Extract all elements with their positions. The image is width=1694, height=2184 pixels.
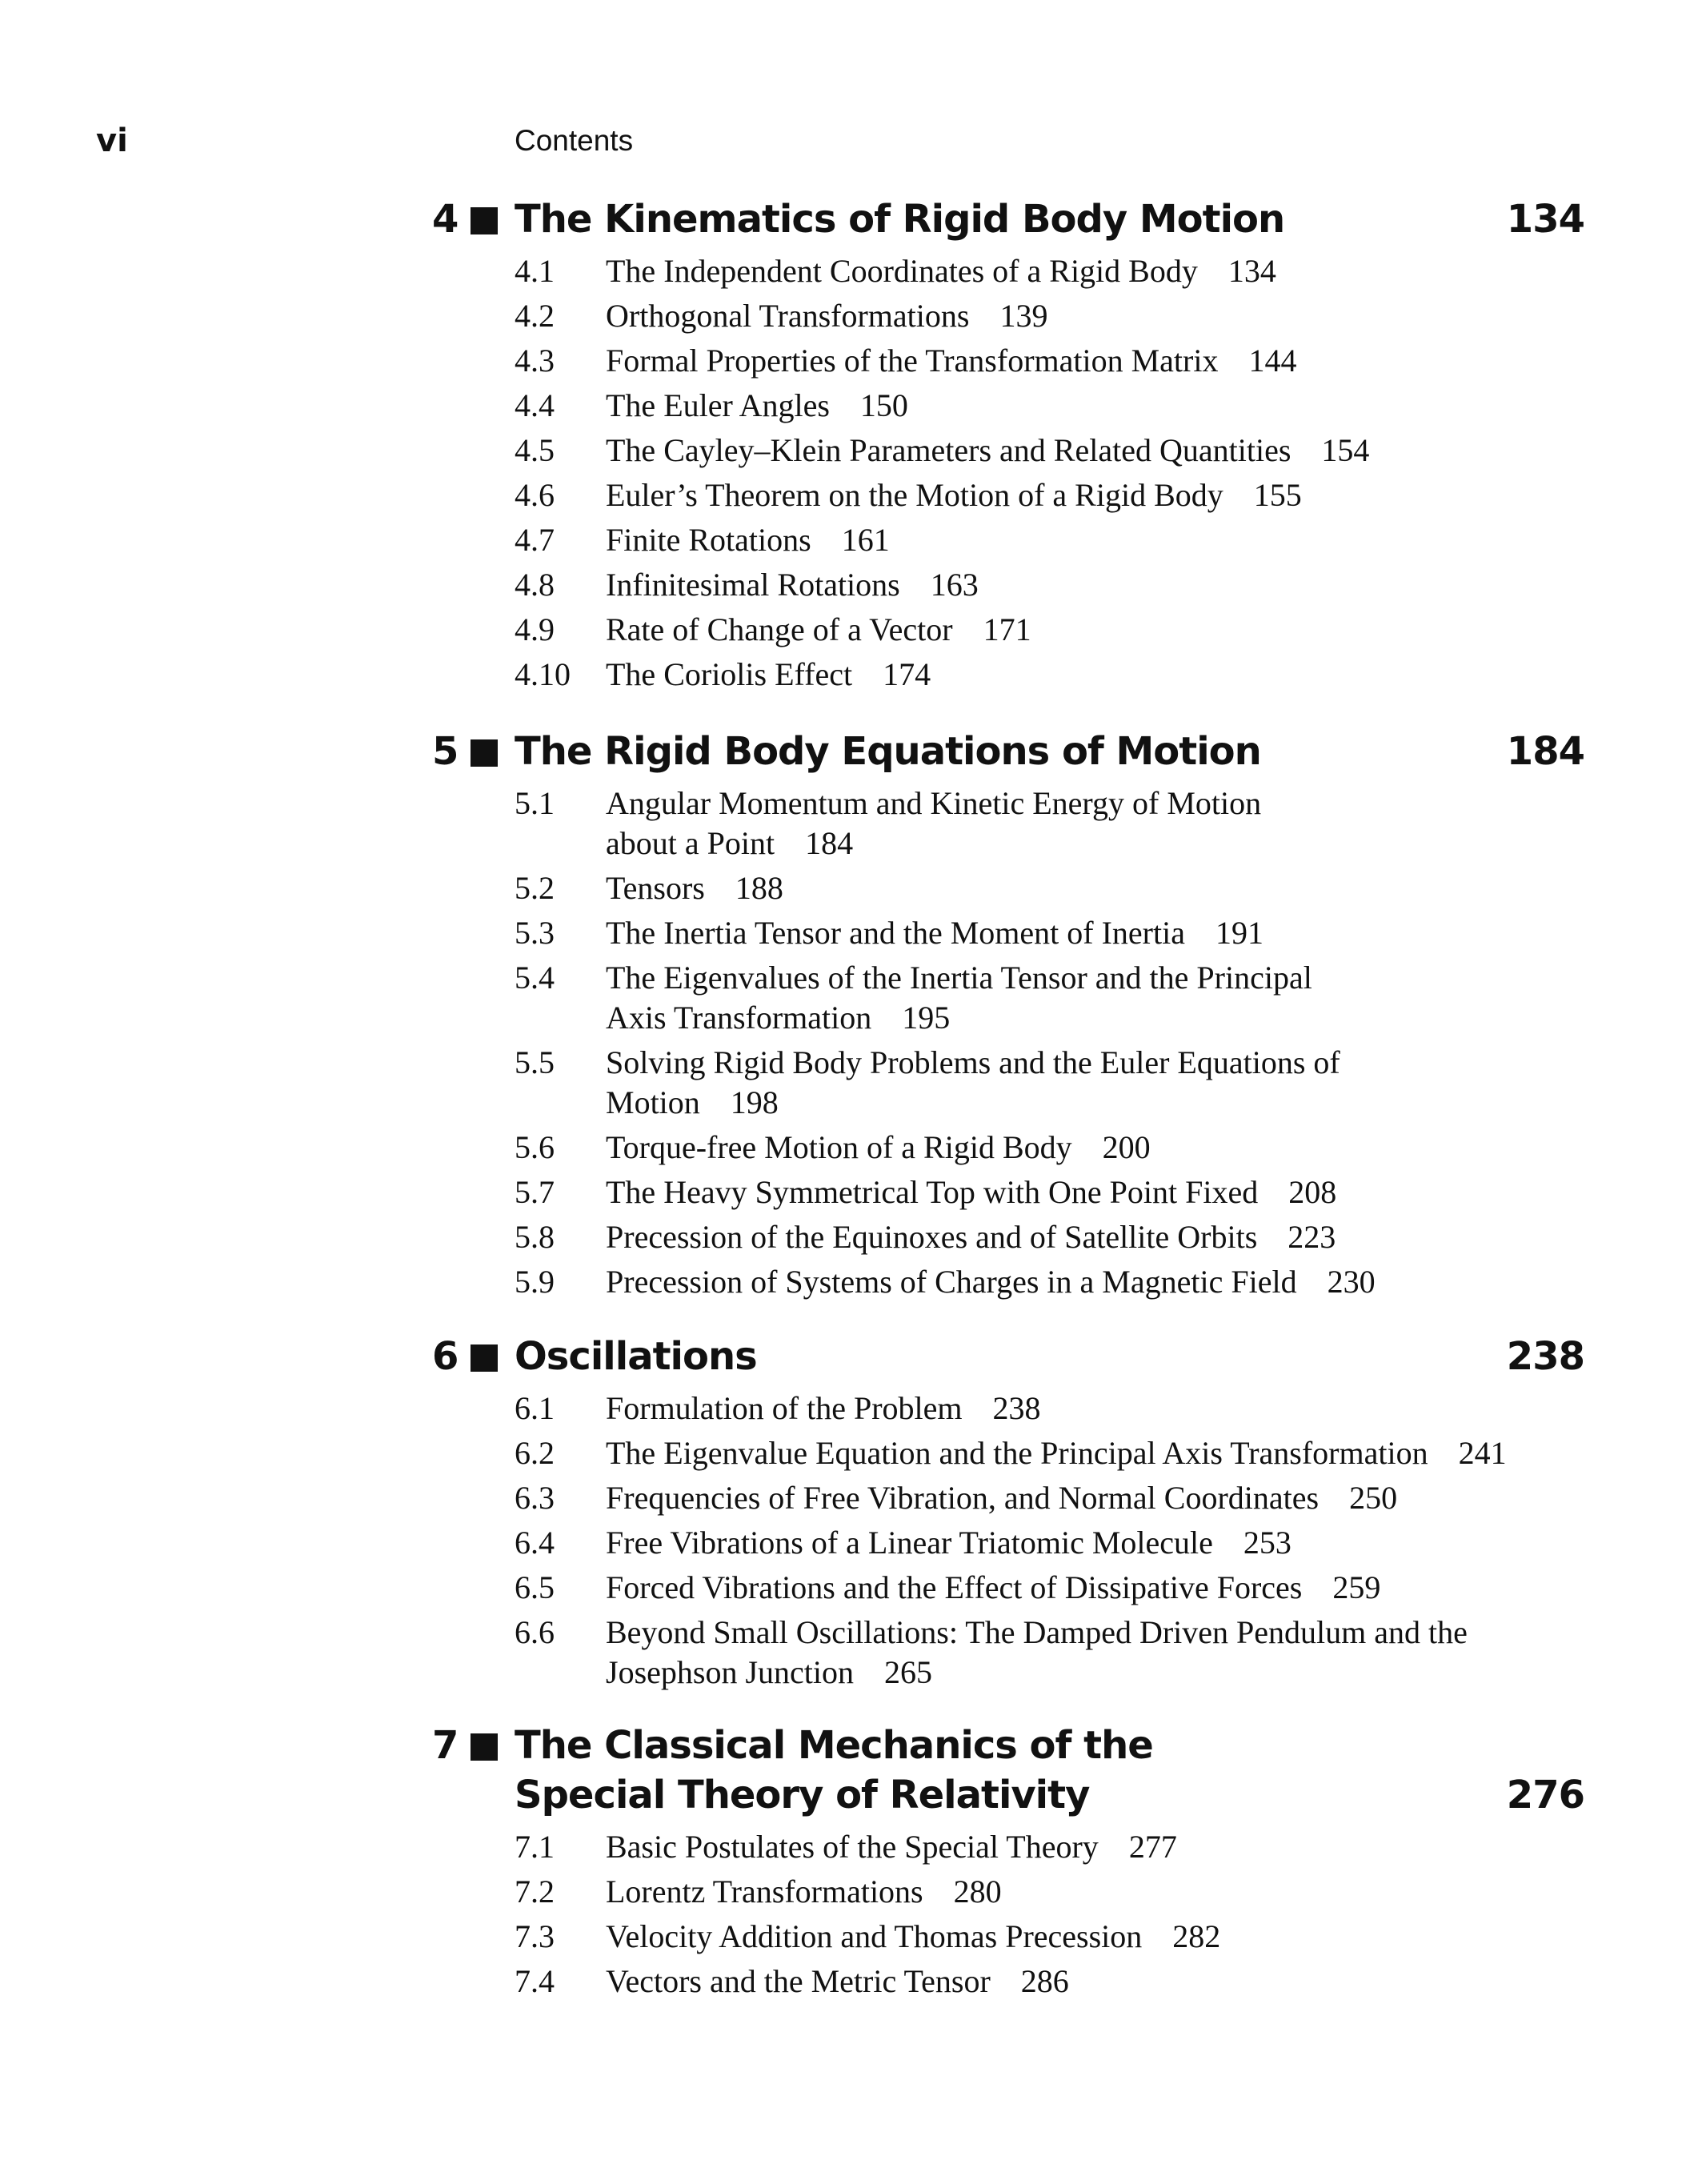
section-page: 223 bbox=[1288, 1219, 1336, 1255]
chapter-number: 5 bbox=[432, 729, 459, 774]
chapter-4 bbox=[424, 194, 1584, 697]
section-number: 4.1 bbox=[515, 253, 555, 289]
chapter-page: 238 bbox=[1506, 1334, 1584, 1379]
section-number: 4.6 bbox=[515, 477, 555, 513]
toc-entry-7-2[interactable] bbox=[424, 1869, 1584, 1914]
section-number: 4.7 bbox=[515, 522, 555, 558]
chapter-heading[interactable] bbox=[424, 727, 1584, 776]
section-page: 259 bbox=[1332, 1569, 1381, 1605]
section-page: 174 bbox=[883, 656, 931, 692]
chapter-heading[interactable] bbox=[424, 1332, 1584, 1381]
chapter-page: 276 bbox=[1506, 1773, 1584, 1817]
section-number: 4.2 bbox=[515, 298, 555, 334]
section-title: Beyond Small Oscillations: The Damped Driven Pendulum and the Josephson Junction bbox=[606, 1614, 1468, 1690]
toc-entry-4-4[interactable] bbox=[424, 383, 1584, 428]
section-page: 150 bbox=[859, 387, 908, 423]
section-number: 6.6 bbox=[515, 1614, 555, 1650]
section-page: 163 bbox=[930, 567, 979, 603]
section-page: 265 bbox=[884, 1654, 932, 1690]
section-title: The Coriolis Effect bbox=[606, 656, 853, 692]
toc-entry-5-1[interactable] bbox=[424, 781, 1584, 866]
section-number: 6.5 bbox=[515, 1569, 555, 1605]
section-page: 286 bbox=[1020, 1963, 1069, 1999]
toc-entry-5-5[interactable] bbox=[424, 1040, 1584, 1125]
toc-entry-6-5[interactable] bbox=[424, 1565, 1584, 1610]
toc-entry-5-6[interactable] bbox=[424, 1125, 1584, 1170]
section-number: 6.3 bbox=[515, 1480, 555, 1516]
section-page: 161 bbox=[841, 522, 890, 558]
running-head: Contents bbox=[515, 124, 634, 157]
section-title: The Eigenvalue Equation and the Principal Axis Transformation bbox=[606, 1435, 1428, 1471]
section-number: 6.4 bbox=[515, 1525, 555, 1561]
section-title: The Cayley–Klein Parameters and Related Quantities bbox=[606, 432, 1292, 468]
section-number: 4.5 bbox=[515, 432, 555, 468]
section-title: Vectors and the Metric Tensor bbox=[606, 1963, 991, 1999]
section-title: Formulation of the Problem bbox=[606, 1390, 963, 1426]
section-title: Formal Properties of the Transformation Matrix bbox=[606, 343, 1219, 379]
chapter-heading[interactable] bbox=[424, 194, 1584, 244]
section-number: 4.8 bbox=[515, 567, 555, 603]
section-number: 7.4 bbox=[515, 1963, 555, 1999]
section-page: 238 bbox=[992, 1390, 1041, 1426]
section-title: Torque-free Motion of a Rigid Body bbox=[606, 1129, 1072, 1165]
toc-entry-4-9[interactable] bbox=[424, 607, 1584, 652]
section-title: Precession of Systems of Charges in a Magnetic Field bbox=[606, 1264, 1297, 1300]
section-page: 200 bbox=[1102, 1129, 1151, 1165]
section-page: 184 bbox=[805, 825, 854, 861]
section-page: 195 bbox=[902, 1000, 951, 1036]
section-list bbox=[424, 1386, 1584, 1695]
toc-entry-6-4[interactable] bbox=[424, 1521, 1584, 1565]
section-title: The Eigenvalues of the Inertia Tensor and the Principal Axis Transformation bbox=[606, 960, 1312, 1036]
section-page: 155 bbox=[1253, 477, 1302, 513]
chapter-number: 7 bbox=[432, 1723, 459, 1768]
chapter-number: 6 bbox=[432, 1334, 459, 1379]
section-number: 4.9 bbox=[515, 611, 555, 647]
page-folio: vi bbox=[96, 122, 128, 159]
toc-entry-4-8[interactable] bbox=[424, 563, 1584, 607]
chapter-7 bbox=[424, 1721, 1584, 2004]
section-number: 5.2 bbox=[515, 870, 555, 906]
section-page: 198 bbox=[730, 1084, 779, 1120]
chapter-page: 184 bbox=[1506, 729, 1584, 774]
chapter-heading[interactable] bbox=[424, 1721, 1584, 1820]
toc-entry-7-3[interactable] bbox=[424, 1914, 1584, 1959]
section-page: 282 bbox=[1172, 1918, 1221, 1954]
chapter-title: The Rigid Body Equations of Motion bbox=[515, 729, 1261, 774]
section-list bbox=[424, 249, 1584, 697]
section-title: Tensors bbox=[606, 870, 705, 906]
section-title: Solving Rigid Body Problems and the Euler Equations of Motion bbox=[606, 1044, 1340, 1120]
toc-entry-4-3[interactable] bbox=[424, 339, 1584, 383]
section-title: Precession of the Equinoxes and of Satellite Orbits bbox=[606, 1219, 1258, 1255]
section-number: 5.6 bbox=[515, 1129, 555, 1165]
section-number: 4.4 bbox=[515, 387, 555, 423]
section-title: Rate of Change of a Vector bbox=[606, 611, 953, 647]
section-number: 6.2 bbox=[515, 1435, 555, 1471]
toc-entry-7-4[interactable] bbox=[424, 1959, 1584, 2004]
toc-entry-5-2[interactable] bbox=[424, 866, 1584, 911]
chapter-number: 4 bbox=[432, 197, 459, 242]
section-page: 208 bbox=[1288, 1174, 1337, 1210]
chapter-6 bbox=[424, 1332, 1584, 1695]
toc-entry-4-6[interactable] bbox=[424, 473, 1584, 518]
section-number: 7.1 bbox=[515, 1829, 555, 1865]
section-list bbox=[424, 1825, 1584, 2004]
toc-entry-4-10[interactable] bbox=[424, 652, 1584, 697]
section-number: 5.7 bbox=[515, 1174, 555, 1210]
toc-entry-6-3[interactable] bbox=[424, 1476, 1584, 1521]
section-title: Infinitesimal Rotations bbox=[606, 567, 900, 603]
chapter-bullet-icon bbox=[471, 207, 498, 234]
section-title: Finite Rotations bbox=[606, 522, 811, 558]
section-page: 154 bbox=[1321, 432, 1370, 468]
chapter-bullet-icon bbox=[471, 739, 498, 767]
section-page: 134 bbox=[1227, 253, 1276, 289]
section-title: Forced Vibrations and the Effect of Dissipative Forces bbox=[606, 1569, 1303, 1605]
toc-entry-5-3[interactable] bbox=[424, 911, 1584, 956]
toc-entry-5-9[interactable] bbox=[424, 1260, 1584, 1304]
section-number: 5.4 bbox=[515, 960, 555, 996]
section-number: 4.10 bbox=[515, 656, 571, 692]
section-number: 4.3 bbox=[515, 343, 555, 379]
section-title: Euler’s Theorem on the Motion of a Rigid Body bbox=[606, 477, 1223, 513]
chapter-bullet-icon bbox=[471, 1733, 498, 1761]
chapter-page: 134 bbox=[1506, 197, 1584, 242]
section-page: 171 bbox=[983, 611, 1031, 647]
section-number: 5.5 bbox=[515, 1044, 555, 1080]
chapter-bullet-icon bbox=[471, 1344, 498, 1372]
section-title: Orthogonal Transformations bbox=[606, 298, 970, 334]
toc-entry-5-8[interactable] bbox=[424, 1215, 1584, 1260]
section-page: 144 bbox=[1248, 343, 1297, 379]
section-title: Velocity Addition and Thomas Precession bbox=[606, 1918, 1143, 1954]
toc-entry-5-4[interactable] bbox=[424, 956, 1584, 1040]
section-page: 241 bbox=[1458, 1435, 1507, 1471]
section-number: 5.8 bbox=[515, 1219, 555, 1255]
toc-entry-7-1[interactable] bbox=[424, 1825, 1584, 1869]
section-page: 280 bbox=[953, 1873, 1002, 1909]
section-title: The Inertia Tensor and the Moment of Inertia bbox=[606, 915, 1185, 951]
section-title: The Euler Angles bbox=[606, 387, 830, 423]
section-number: 7.2 bbox=[515, 1873, 555, 1909]
section-number: 5.9 bbox=[515, 1264, 555, 1300]
section-page: 139 bbox=[999, 298, 1048, 334]
section-page: 277 bbox=[1128, 1829, 1177, 1865]
section-list bbox=[424, 781, 1584, 1304]
section-number: 5.1 bbox=[515, 785, 555, 821]
section-number: 7.3 bbox=[515, 1918, 555, 1954]
section-page: 250 bbox=[1349, 1480, 1398, 1516]
section-number: 6.1 bbox=[515, 1390, 555, 1426]
chapter-title: The Classical Mechanics of the Special Theory of Relativity bbox=[515, 1723, 1153, 1817]
section-title: Lorentz Transformations bbox=[606, 1873, 923, 1909]
section-title: Basic Postulates of the Special Theory bbox=[606, 1829, 1099, 1865]
toc-entry-6-2[interactable] bbox=[424, 1431, 1584, 1476]
toc-entry-4-1[interactable] bbox=[424, 249, 1584, 294]
toc-entry-4-5[interactable] bbox=[424, 428, 1584, 473]
chapter-5 bbox=[424, 727, 1584, 1304]
toc-entry-4-2[interactable] bbox=[424, 294, 1584, 339]
toc-entry-4-7[interactable] bbox=[424, 518, 1584, 563]
section-page: 188 bbox=[735, 870, 783, 906]
toc-entry-6-1[interactable] bbox=[424, 1386, 1584, 1431]
section-title: Free Vibrations of a Linear Triatomic Molecule bbox=[606, 1525, 1213, 1561]
section-title: The Independent Coordinates of a Rigid Body bbox=[606, 253, 1198, 289]
section-number: 5.3 bbox=[515, 915, 555, 951]
toc-entry-5-7[interactable] bbox=[424, 1170, 1584, 1215]
section-title: The Heavy Symmetrical Top with One Point Fixed bbox=[606, 1174, 1259, 1210]
toc-entry-6-6[interactable] bbox=[424, 1610, 1584, 1695]
section-title: Angular Momentum and Kinetic Energy of Motion about a Point bbox=[606, 785, 1262, 861]
chapter-title: The Kinematics of Rigid Body Motion bbox=[515, 197, 1285, 242]
chapter-title: Oscillations bbox=[515, 1334, 757, 1379]
section-page: 230 bbox=[1327, 1264, 1376, 1300]
section-page: 191 bbox=[1215, 915, 1263, 951]
section-title: Frequencies of Free Vibration, and Normal Coordinates bbox=[606, 1480, 1320, 1516]
section-page: 253 bbox=[1243, 1525, 1292, 1561]
